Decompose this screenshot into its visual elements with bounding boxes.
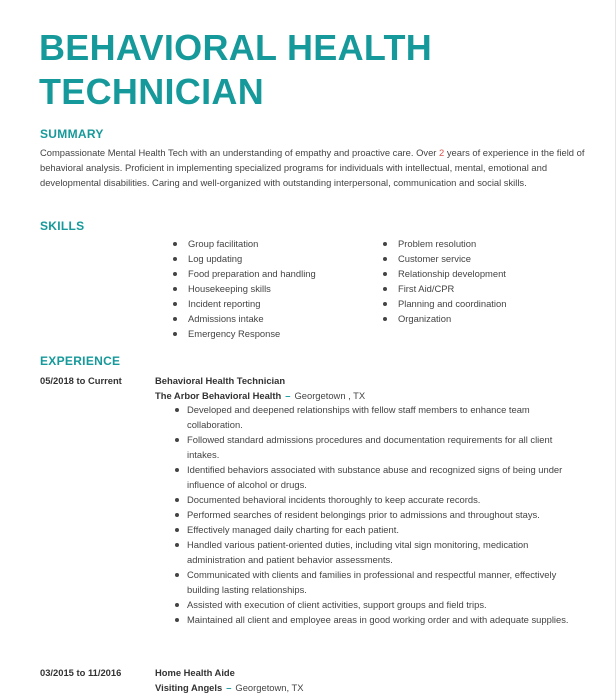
skill-item: Emergency Response (170, 326, 316, 341)
job-title: Home Health Aide (155, 667, 235, 678)
job-dates: 03/2015 to 11/2016 (40, 667, 122, 678)
skill-item: Group facilitation (170, 236, 316, 251)
skill-item: Log updating (170, 251, 316, 266)
name-line-2: TECHNICIAN (39, 71, 264, 112)
skill-item: Incident reporting (170, 296, 316, 311)
list-item: Performed searches of resident belongings prior to admissions and throughout stays. (155, 507, 580, 522)
experience-heading: EXPERIENCE (40, 354, 121, 368)
skill-item: Relationship development (380, 266, 506, 281)
summary-years: 2 (439, 147, 445, 158)
summary-heading: SUMMARY (40, 127, 104, 141)
summary-text (40, 145, 596, 190)
list-item: Handled various patient-oriented duties, including vital sign monitoring, medication administration and patient behavior assessments. (155, 537, 580, 567)
job-bullets (155, 402, 580, 627)
list-item: Documented behavioral incidents thoroughly to keep accurate records. (155, 492, 580, 507)
summary-text-after: years of experience in the field of behavioral analysis. Proficient in implementing specialized programs for individuals with intellectual, mental, emotional and developmental disabilities. Caring and well-organized with outstanding interpersonal, communication and social skills. (40, 147, 585, 188)
candidate-name (39, 26, 599, 114)
job-location: Georgetown , TX (294, 390, 366, 401)
skill-item: Organization (380, 311, 506, 326)
skill-item: Admissions intake (170, 311, 316, 326)
skills-list-left (170, 236, 316, 341)
list-item: Developed and deepened relationships with fellow staff members to enhance team collaboration. (155, 402, 580, 432)
skill-item: Customer service (380, 251, 506, 266)
list-item: Communicated with clients and families in professional and respectful manner, effectively building lasting relationships. (155, 567, 580, 597)
summary-text-before: Compassionate Mental Health Tech with an understanding of empathy and proactive care. Over (40, 147, 440, 158)
list-item: Effectively managed daily charting for each patient. (155, 522, 580, 537)
skills-list-right (380, 236, 506, 326)
skill-item: Food preparation and handling (170, 266, 316, 281)
job-company-line (155, 682, 304, 693)
skill-item: Housekeeping skills (170, 281, 316, 296)
list-item: Maintained all client and employee areas in good working order and with adequate supplies. (155, 612, 580, 627)
job-title: Behavioral Health Technician (155, 375, 286, 386)
name-line-1: BEHAVIORAL HEALTH (39, 27, 433, 68)
skill-item: Planning and coordination (380, 296, 506, 311)
skill-item: First Aid/CPR (380, 281, 506, 296)
job-company-line (155, 390, 365, 401)
company-dash: – (285, 390, 291, 401)
company-name: Visiting Angels (155, 682, 223, 693)
job-location: Georgetown, TX (235, 682, 304, 693)
list-item: Identified behaviors associated with substance abuse and recognized signs of being under influence of alcohol or drugs. (155, 462, 580, 492)
skill-item: Problem resolution (380, 236, 506, 251)
list-item: Assisted with execution of client activities, support groups and field trips. (155, 597, 580, 612)
job-dates: 05/2018 to Current (40, 375, 122, 386)
skills-heading: SKILLS (40, 219, 85, 233)
company-name: The Arbor Behavioral Health (155, 390, 282, 401)
company-dash: – (226, 682, 232, 693)
list-item: Followed standard admissions procedures and documentation requirements for all client intakes. (155, 432, 580, 462)
